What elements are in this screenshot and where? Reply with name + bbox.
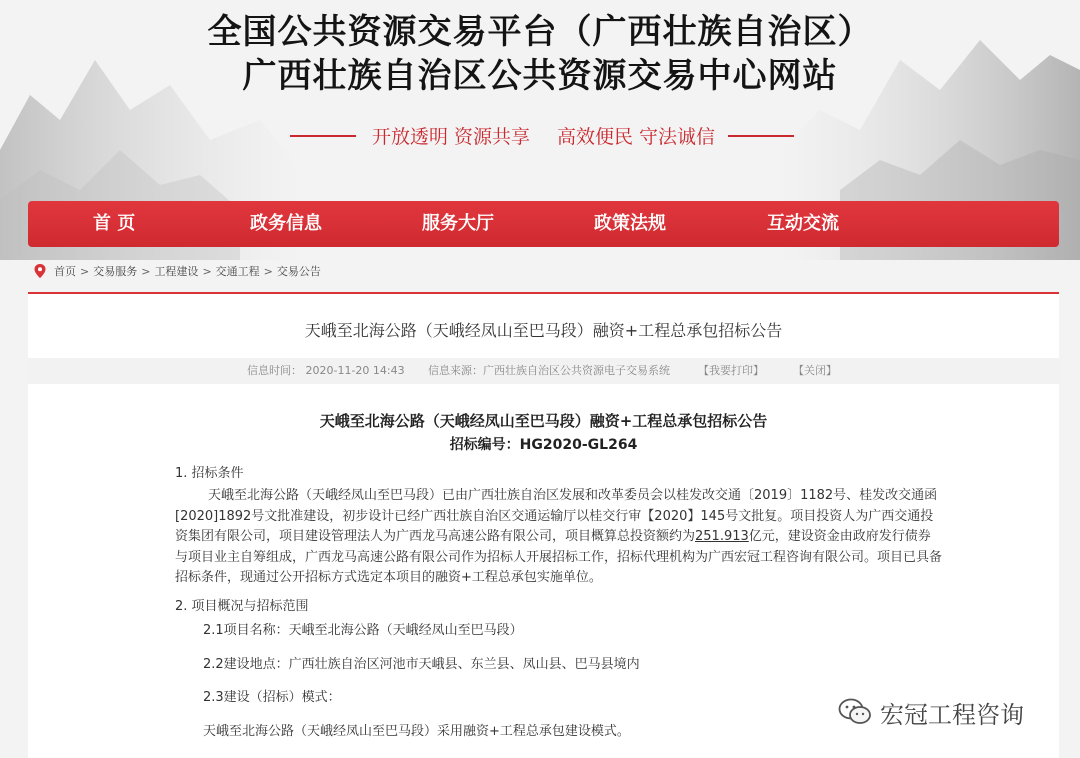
slogan-row bbox=[0, 122, 1080, 152]
article-panel bbox=[28, 292, 1059, 758]
breadcrumb-separator: > bbox=[202, 264, 212, 278]
breadcrumb-trade-announcement[interactable]: 交易公告 bbox=[276, 265, 321, 278]
site-header bbox=[0, 0, 1080, 200]
location-pin-icon bbox=[34, 264, 46, 278]
watermark-text: 宏冠工程咨询 bbox=[880, 700, 1024, 729]
section1-text-a: 天峨至北海公路（天峨经凤山至巴马段）已由广西壮族自治区发展和改革委员会以桂发改交通〔2019〕1182号、桂发改交通函[2020]1892号文批准建设，初步设计已经广西壮族自治区交通运输厅以桂交行审【2020】145号文批复。项目投资人为广西交通投资集团有限公司，项目建设管理法人为广西龙马高速公路有限公司，项目概算总投资额约为 bbox=[175, 488, 938, 544]
meta-time: 信息时间： 2020-11-20 14:43 bbox=[247, 364, 405, 377]
item-2-2: 2.2建设地点：广西壮族自治区河池市天峨县、东兰县、凤山县、巴马县境内 bbox=[203, 657, 640, 672]
nav-item-home[interactable]: 首 页 bbox=[93, 213, 136, 234]
section1-paragraph bbox=[175, 486, 943, 589]
site-title-line1: 全国公共资源交易平台（广西壮族自治区） bbox=[207, 12, 873, 52]
print-link[interactable]: 【我要打印】 bbox=[698, 364, 764, 377]
investment-amount: 251.913 bbox=[695, 529, 749, 544]
wechat-icon bbox=[838, 697, 872, 727]
slogan-right: 高效便民 守法诚信 bbox=[557, 126, 716, 148]
breadcrumb bbox=[34, 262, 321, 280]
nav-item-service-hall[interactable]: 服务大厅 bbox=[422, 213, 494, 234]
close-link[interactable]: 【关闭】 bbox=[793, 364, 837, 377]
breadcrumb-separator: > bbox=[141, 264, 151, 278]
nav-item-interaction[interactable]: 互动交流 bbox=[767, 213, 839, 234]
watermark bbox=[838, 695, 1024, 729]
nav-item-policies[interactable]: 政策法规 bbox=[594, 213, 666, 234]
item-2-3-text: 天峨至北海公路（天峨经凤山至巴马段）采用融资+工程总承包建设模式。 bbox=[203, 724, 630, 739]
breadcrumb-separator: > bbox=[80, 264, 90, 278]
section2-heading: 2. 项目概况与招标范围 bbox=[175, 599, 309, 614]
item-2-3: 2.3建设（招标）模式： bbox=[203, 690, 341, 705]
document-title: 天峨至北海公路（天峨经凤山至巴马段）融资+工程总承包招标公告 bbox=[319, 412, 768, 430]
breadcrumb-construction[interactable]: 工程建设 bbox=[154, 265, 199, 278]
breadcrumb-trade-services[interactable]: 交易服务 bbox=[93, 265, 138, 278]
main-nav bbox=[28, 201, 1059, 247]
item-2-1: 2.1项目名称：天峨至北海公路（天峨经凤山至巴马段） bbox=[203, 623, 523, 638]
slogan-divider-left bbox=[290, 135, 356, 137]
article-title: 天峨至北海公路（天峨经凤山至巴马段）融资+工程总承包招标公告 bbox=[304, 321, 783, 340]
article-meta-bar bbox=[28, 358, 1059, 384]
breadcrumb-home[interactable]: 首页 bbox=[54, 265, 76, 278]
nav-item-government-info[interactable]: 政务信息 bbox=[250, 213, 322, 234]
meta-source: 信息来源：广西壮族自治区公共资源电子交易系统 bbox=[428, 364, 670, 377]
slogan-divider-right bbox=[728, 135, 794, 137]
breadcrumb-traffic-engineering[interactable]: 交通工程 bbox=[215, 265, 260, 278]
section1-text-b: 亿元，建设资金由政府发行债券与项目业主自筹组成，广西龙马高速公路有限公司作为招标人开展招标工作，招标代理机构为广西宏冠工程咨询有限公司。项目已具备招标条件，现通过公开招标方式选定本项目的融资+工程总承包实施单位。 bbox=[175, 529, 943, 585]
tender-number: 招标编号：HG2020-GL264 bbox=[449, 437, 638, 453]
section1-heading: 1. 招标条件 bbox=[175, 466, 244, 481]
site-title-line2: 广西壮族自治区公共资源交易中心网站 bbox=[242, 56, 838, 96]
breadcrumb-separator: > bbox=[263, 264, 273, 278]
slogan-left: 开放透明 资源共享 bbox=[372, 126, 531, 148]
